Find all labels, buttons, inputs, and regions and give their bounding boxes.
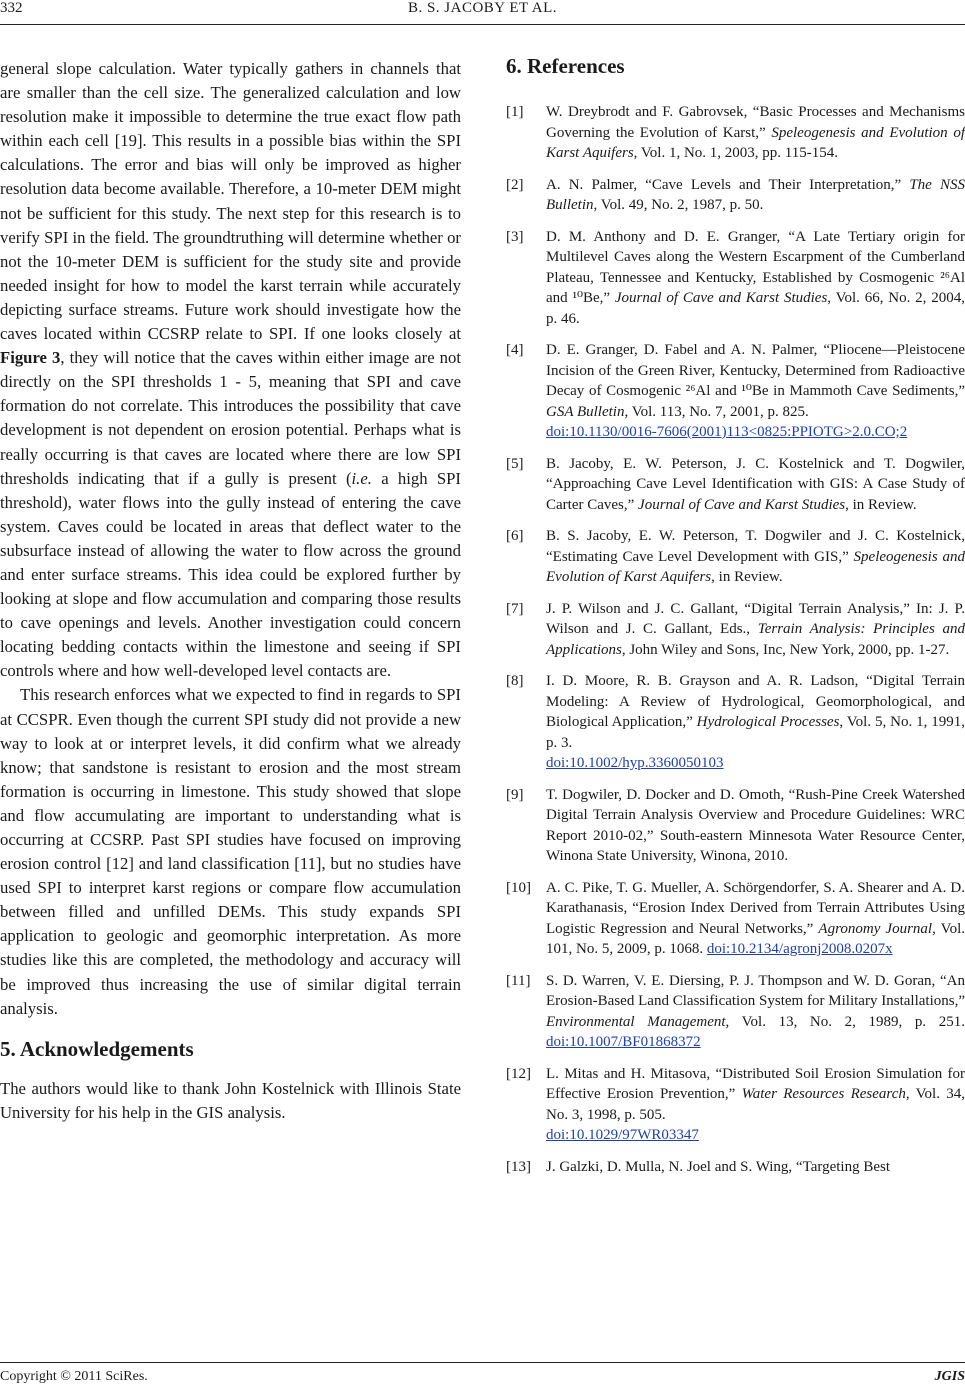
reference-text xyxy=(546,175,965,216)
reference-text xyxy=(546,878,965,960)
doi-link[interactable]: doi:10.2134/agronj2008.0207x xyxy=(706,941,893,957)
reference-text xyxy=(546,971,965,1053)
reference-text xyxy=(546,785,965,867)
reference-item xyxy=(506,340,965,443)
reference-details: , Vol. 1, No. 1, 2003, pp. 115-154. xyxy=(633,145,838,161)
reference-citation: L. Mitas and H. Mitasova, “Distributed Soil Erosion Simulation for Effective Erosion Prevention,” xyxy=(546,1065,965,1102)
reference-details: , Vol. 13, No. 2, 1989, p. 251. xyxy=(725,1013,965,1030)
page-header xyxy=(0,0,965,22)
reference-number: [13] xyxy=(506,1158,531,1175)
reference-citation: J. P. Wilson and J. C. Gallant, “Digital Terrain Analysis,” In: J. P. Wilson and J. C. Gallant, Eds., xyxy=(546,600,965,637)
doi-link[interactable]: doi:10.1002/hyp.3360050103 xyxy=(546,755,724,771)
reference-source-title: Speleogenesis and Evolution of Karst Aquifers xyxy=(546,548,965,585)
reference-details: , Vol. 101, No. 5, 2009, p. 1068. xyxy=(546,920,965,957)
page-number: 332 xyxy=(0,0,23,16)
reference-citation: D. M. Anthony and D. E. Granger, “A Late Tertiary origin for Multilevel Caves along the Western Escarpment of the Cumberland Plateau, Tennessee and Kentucky, Established by Cosmogenic ²⁶Al and ¹⁰Be,” xyxy=(546,228,965,306)
reference-number: [5] xyxy=(506,455,524,472)
figure-reference-link[interactable]: Figure 3 xyxy=(0,348,61,368)
reference-number: [11] xyxy=(506,972,531,989)
reference-citation: B. Jacoby, E. W. Peterson, J. C. Kostelnick and T. Dogwiler, “Approaching Cave Level Identification with GIS: A Case Study of Carter Caves,” xyxy=(546,455,965,513)
paragraph-text: a high SPI threshold), water flows into the gully instead of entering the cave system. Caves could be located in areas that deflect water to the subsurface instead of allowing the water to flow across the ground and enter surface streams. This idea could be explored further by looking at slope and flow accumulation and comparing those results to cave openings and levels. Another investigation could concern locating bedding contacts within the limestone and seeing if SPI controls where and how well-developed level contacts are. xyxy=(0,468,461,681)
reference-item xyxy=(506,175,965,216)
reference-citation: D. E. Granger, D. Fabel and A. N. Palmer, “Pliocene—Pleistocene Incision of the Green River, Kentucky, Determined from Radioactive Decay of Cosmogenic ²⁶Al and ¹⁰Be in Mammoth Cave Sediments,” xyxy=(546,342,965,399)
reference-source-title: Agronomy Journal xyxy=(818,920,933,937)
acknowledgements-heading: 5. Acknowledgements xyxy=(0,1036,194,1061)
ie-abbreviation: i.e. xyxy=(351,468,372,488)
reference-text xyxy=(546,454,965,516)
running-head: B. S. JACOBY ET AL. xyxy=(407,0,558,16)
reference-details: , Vol. 66, No. 2, 2004, p. 46. xyxy=(546,290,965,327)
reference-citation: S. D. Warren, V. E. Diersing, P. J. Thompson and W. D. Goran, “An Erosion-Based Land Classification System for Military Installations,” xyxy=(546,972,965,1009)
reference-number: [4] xyxy=(506,342,524,358)
reference-source-title: Terrain Analysis: Principles and Applications xyxy=(546,621,965,658)
reference-item xyxy=(506,878,965,960)
reference-details: , in Review. xyxy=(711,569,783,585)
reference-citation: A. N. Palmer, “Cave Levels and Their Interpretation,” xyxy=(546,176,910,193)
references-heading: 6. References xyxy=(506,54,625,78)
paragraph-text: , they will notice that the caves within either image are not directly on the SPI thresholds 1 - 5, meaning that SPI and cave formation do not correlate. This introduces the possibility that cave development is not dependent on erosion potential. Perhaps what is really occurring is that caves are located where there are low SPI thresholds indicating that if a gully is present ( xyxy=(0,348,461,488)
reference-item xyxy=(506,971,965,1053)
right-column xyxy=(506,52,965,1188)
reference-source-title: Speleogenesis and Evolution of Karst Aquifers xyxy=(546,124,965,161)
paragraph-discussion xyxy=(0,57,461,683)
reference-number: [7] xyxy=(506,600,524,617)
reference-item xyxy=(506,1157,965,1178)
reference-source-title: Water Resources Research xyxy=(741,1086,906,1102)
reference-item xyxy=(506,227,965,330)
reference-text xyxy=(546,340,965,443)
reference-number: [1] xyxy=(506,104,524,120)
doi-link[interactable]: doi:10.1029/97WR03347 xyxy=(546,1127,699,1143)
reference-number: [12] xyxy=(506,1065,531,1082)
reference-source-title: The NSS Bulletin xyxy=(546,176,965,213)
reference-item xyxy=(506,454,965,516)
reference-text xyxy=(546,102,965,164)
reference-citation: T. Dogwiler, D. Docker and D. Omoth, “Rush-Pine Creek Watershed Digital Terrain Analysis Overview and Procedure Guidelines: WRC Report 2010-02,” South-eastern Minnesota Water Resource Center, Winona State University, Winona, 2010. xyxy=(546,786,965,864)
reference-number: [3] xyxy=(506,228,524,245)
reference-text xyxy=(546,526,965,588)
reference-list xyxy=(506,102,965,1177)
reference-details: , Vol. 34, No. 3, 1998, p. 505. xyxy=(546,1086,965,1123)
reference-citation: B. S. Jacoby, E. W. Peterson, T. Dogwiler and J. C. Kostelnick, “Estimating Cave Level Development with GIS,” xyxy=(546,528,965,565)
reference-text xyxy=(546,1064,965,1146)
doi-link[interactable]: doi:10.1007/BF01868372 xyxy=(546,1034,701,1050)
copyright-text: Copyright © 2011 SciRes. xyxy=(0,1369,148,1384)
reference-item xyxy=(506,102,965,164)
reference-text xyxy=(546,671,965,774)
header-rule xyxy=(0,24,965,25)
reference-citation: J. Galzki, D. Mulla, N. Joel and S. Wing, “Targeting Best xyxy=(546,1158,890,1175)
reference-citation: I. D. Moore, R. B. Grayson and A. R. Ladson, “Digital Terrain Modeling: A Review of Hydrological, Geomorphological, and Biological Application,” xyxy=(546,673,965,730)
reference-details: , Vol. 5, No. 1, 1991, p. 3. xyxy=(546,714,965,751)
reference-number: [10] xyxy=(506,879,531,896)
reference-source-title: Hydrological Processes xyxy=(696,714,840,730)
doi-link[interactable]: doi:10.1130/0016-7606(2001)113<0825:PPIOTG>2.0.CO;2 xyxy=(546,424,908,440)
reference-item xyxy=(506,599,965,661)
reference-item xyxy=(506,785,965,867)
reference-citation: A. C. Pike, T. G. Mueller, A. Schörgendorfer, S. A. Shearer and A. D. Karathanasis, “Erosion Index Derived from Terrain Attributes Using Logistic Regression and Neural Networks,” xyxy=(546,879,965,937)
footer-rule xyxy=(0,1362,965,1363)
reference-citation: W. Dreybrodt and F. Gabrovsek, “Basic Processes and Mechanisms Governing the Evolution of Karst,” xyxy=(546,104,965,141)
reference-item xyxy=(506,1064,965,1146)
reference-item xyxy=(506,671,965,774)
reference-details: , Vol. 49, No. 2, 1987, p. 50. xyxy=(593,197,764,213)
reference-source-title: Journal of Cave and Karst Studies xyxy=(638,496,846,513)
reference-text xyxy=(546,599,965,661)
reference-source-title: GSA Bulletin xyxy=(546,403,625,420)
left-column xyxy=(0,57,461,1125)
reference-details: , Vol. 113, No. 7, 2001, p. 825. xyxy=(624,403,809,420)
paragraph-text: general slope calculation. Water typically gathers in channels that are smaller than the cell size. The generalized calculation and low resolution make it impossible to determine the true exact flow path within each cell [19]. This results in a possible bias within the SPI calculations. The error and bias will only be improved as higher resolution data become available. Therefore, a 10-meter DEM might not be sufficient for this study. The next step for this research is to verify SPI in the field. The groundtruthing will determine whether or not the 10-meter DEM is sufficient for the study site and provide needed insight for how to model the karst terrain while accurately depicting surface streams. Future work should investigate how the caves located within CCSRP relate to SPI. If one looks closely at xyxy=(0,59,461,344)
reference-number: [2] xyxy=(506,176,524,193)
reference-details: , in Review. xyxy=(845,496,917,513)
reference-source-title: Journal of Cave and Karst Studies xyxy=(614,290,828,306)
reference-item xyxy=(506,526,965,588)
reference-text xyxy=(546,227,965,330)
acknowledgements-text: The authors would like to thank John Kostelnick with Illinois State University for his help in the GIS analysis. xyxy=(0,1078,461,1122)
reference-number: [9] xyxy=(506,786,524,803)
reference-source-title: Environmental Management xyxy=(546,1013,726,1030)
reference-details: , John Wiley and Sons, Inc, New York, 2000, pp. 1-27. xyxy=(621,641,950,658)
reference-number: [8] xyxy=(506,673,524,689)
reference-text xyxy=(546,1157,965,1178)
paragraph-conclusion: This research enforces what we expected to find in regards to SPI at CCSPR. Even though the current SPI study did not provide a new way to look at or interpret levels, it did confirm what we already know; that sandstone is resistant to erosion and the most stream formation is occurring in limestone. This study showed that slope and flow accumulating are important to understanding what is occurring at CCSRP. Past SPI studies have focused on improving erosion control [12] and land classification [11], but no studies have used SPI to interpret karst regions or compare flow accumulation between filled and unfilled DEMs. This study expands SPI application to geologic and geomorphic interpretation. As more studies like this are completed, the methodology and accuracy will be improved thus increasing the use of similar digital terrain analysis. xyxy=(0,685,461,1018)
reference-number: [6] xyxy=(506,528,524,544)
journal-name: JGIS xyxy=(934,1369,965,1384)
